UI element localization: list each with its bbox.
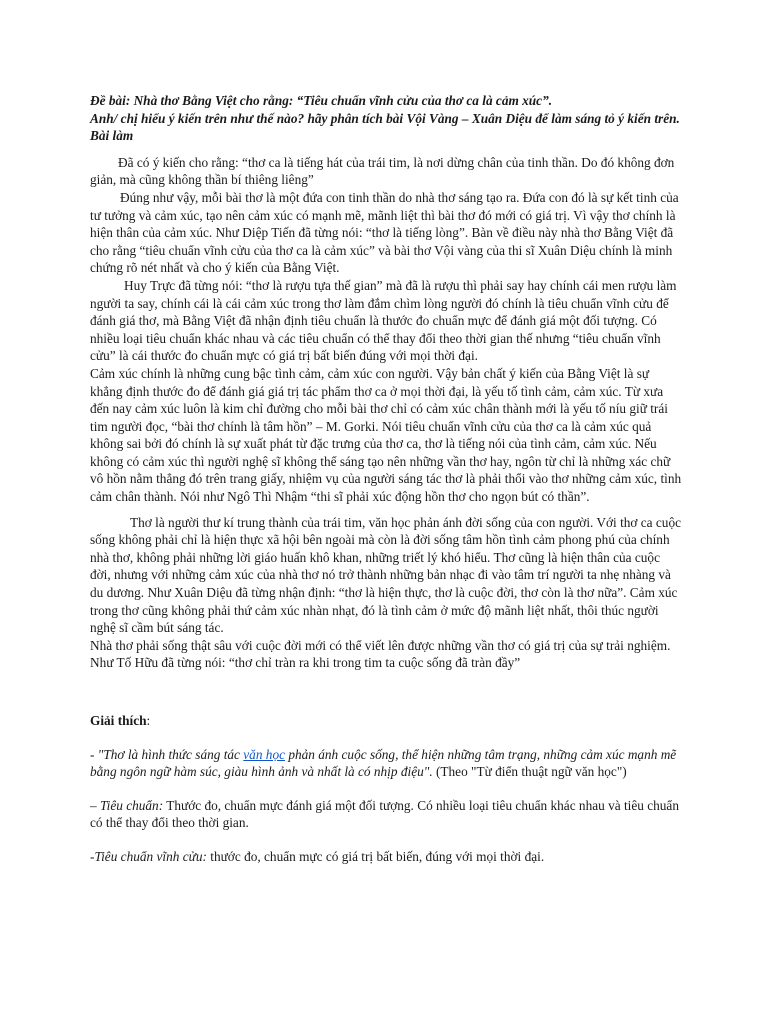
bai-lam-label: Bài làm [90, 128, 134, 144]
definition-standard-term: Tiêu chuẩn: [99, 797, 164, 813]
definition-poetry-source: (Theo "Từ điển thuật ngữ văn học") [432, 764, 627, 780]
definition-standard [90, 797, 682, 832]
definition-standard-text: Thước đo, chuẩn mực đánh giá một đối tượng. Có nhiều loại tiêu chuẩn khác nhau và tiêu chuẩn có thể thay đổi theo thời gian. [90, 797, 679, 831]
paragraph-5: Thơ là người thư kí trung thành của trái tim, văn học phản ánh đời sống của con người. Với thơ ca cuộc sống không phải chỉ là hiện thực xã hội bên ngoài mà còn là đời sống tâm hồn tình cảm phong phú của chính nhà thơ, không phải những lời giáo huấn khô khan, những triết lý khó hiểu. Thơ cũng là hiện thân của cuộc đời, nhưng với những cảm xúc của nhà thơ nó trở thành những bản nhạc đi vào tâm trí người ta nhẹ nhàng và du dương. Như Xuân Diệu đã từng nhận định: “thơ là hiện thực, thơ là cuộc đời, thơ còn là thơ nữa”. Cảm xúc trong thơ cũng không phải thứ cảm xúc nhàn nhạt, đó là tình cảm ở mức độ mãnh liệt nhất, thôi thúc người nghệ sĩ cầm bút sáng tác. [90, 514, 681, 636]
definition-eternal-term: Tiêu chuẩn vĩnh cửu: [94, 848, 207, 864]
definition-poetry-prefix: - [90, 746, 98, 762]
giai-thich-colon: : [146, 713, 151, 728]
paragraph-4: Cảm xúc chính là những cung bậc tình cảm, cảm xúc con người. Vậy bản chất ý kiến của Bằng Việt là sự khẳng định thước đo để đánh giá giá trị tác phẩm thơ ca ở mọi thời đại, là yếu tố tình cảm, cảm xúc. Từ xưa đến nay cảm xúc luôn là kim chỉ đường cho mỗi bài thơ chỉ có cảm xúc chân thành mới là yếu tố níu giữ trái tim người đọc, “bài thơ chính là tâm hồn” – M. Gorki. Nói tiêu chuẩn vĩnh cửu của thơ ca là cảm xúc quả không sai bởi đó chính là sự xuất phát từ đặc trưng của thơ ca, thơ là tiếng nói của tình cảm, cảm xúc. Nếu không có cảm xúc thì người nghệ sĩ không thể sáng tạo nên những vần thơ hay, ngôn từ chỉ là những xác chữ vô hồn nằm thẳng đó trên trang giấy, nhiệm vụ của người sáng tác thơ là phải thổi vào thơ những cảm xúc, tình cảm chân thành. Nói như Ngô Thì Nhậm “thi sĩ phải xúc động hồn thơ cho ngọn bút có thần”. [90, 365, 682, 505]
paragraph-6: Nhà thơ phải sống thật sâu với cuộc đời mới có thể viết lên được những vần thơ có giá trị của sự trải nghiệm. Như Tố Hữu đã từng nói: “thơ chỉ tràn ra khi trong tim ta cuộc sống đã tràn đầy” [90, 637, 671, 671]
giai-thich-heading [90, 712, 682, 730]
definition-eternal-standard [90, 848, 682, 866]
definition-poetry-quote-start: "Thơ là hình thức sáng tác [97, 746, 244, 762]
assignment-heading [90, 92, 682, 145]
definition-poetry [90, 746, 682, 781]
definition-eternal-prefix: - [90, 848, 95, 864]
van-hoc-link[interactable]: văn học [243, 746, 286, 762]
definition-eternal-text: thước đo, chuẩn mực có giá trị bất biến, đúng với mọi thời đại. [206, 848, 545, 864]
document-page [90, 92, 682, 866]
question-line: Anh/ chị hiểu ý kiến trên như thế nào? hãy phân tích bài Vội Vàng – Xuân Diệu để làm sáng tỏ ý kiến trên. [90, 110, 680, 126]
definition-poetry-quote-end: phản ánh cuộc sống, thể hiện những tâm trạng, những cảm xúc mạnh mẽ bằng ngôn ngữ hàm súc, giàu hình ảnh và nhất là có nhịp điệu". [90, 746, 677, 780]
paragraph-2: Đúng như vậy, mỗi bài thơ là một đứa con tinh thần do nhà thơ sáng tạo ra. Đứa con đó là sự kết tinh của tư tưởng và cảm xúc, tạo nên cảm xúc có mạnh mẽ, mãnh liệt thì bài thơ đó mới có giá trị. Vì vậy thơ chính là hiện thân của cảm xúc. Như Diệp Tiến đã từng nói: “thơ là tiếng lòng”. Bàn về điều này nhà thơ Bằng Việt đã cho rằng “tiêu chuẩn vĩnh cửu của thơ ca là cảm xúc” và bài thơ Vội vàng của thi sĩ Xuân Diệu chính là minh chứng rõ nét nhất và cho ý kiến của Bằng Việt. [90, 189, 679, 276]
definition-standard-prefix: – [90, 797, 100, 813]
giai-thich-title: Giải thích [90, 713, 147, 728]
de-bai-line: Đề bài: Nhà thơ Bằng Việt cho rằng: “Tiêu chuẩn vĩnh cửu của thơ ca là cảm xúc”. [90, 93, 553, 108]
paragraph-1: Đã có ý kiến cho rằng: “thơ ca là tiếng hát của trái tim, là nơi dừng chân của tinh thần. Do đó không đơn giản, mà cũng không thần bí thiêng liêng” [90, 154, 675, 188]
paragraph-3: Huy Trực đã từng nói: “thơ là rượu tựa thế gian” mà đã là rượu thì phải say hay chính cái men rượu làm người ta say, chính cái là cái cảm xúc trong thơ làm đắm chìm lòng người đó chính là tiêu chuẩn vĩnh cửu để đánh giá thơ, mà Bằng Việt đã nhận định tiêu chuẩn là thước đo chuẩn mực để đánh giá một đối tượng. Có nhiều loại tiêu chuẩn khác nhau và các tiêu chuẩn có thể thay đổi theo thời gian thế nhưng “tiêu chuẩn vĩnh cửu” là cái thước đo chuẩn mực có giá trị bất biến đúng với mọi thời đại. [90, 277, 677, 364]
